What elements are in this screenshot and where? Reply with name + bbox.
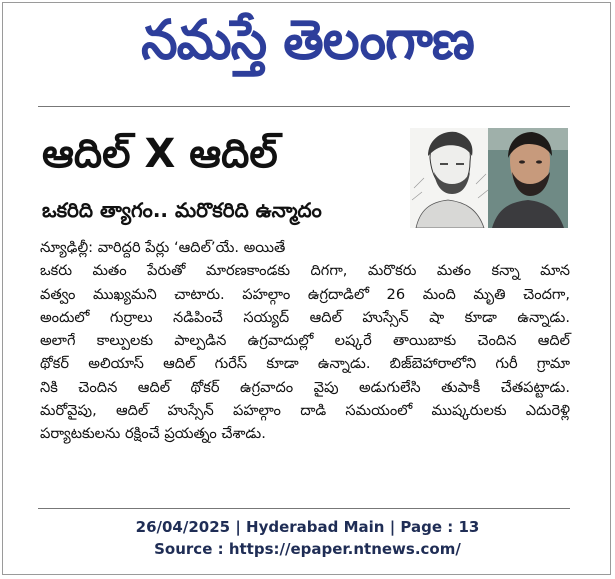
article-body-line: మరోవైపు, ఆదిల్ హుస్సేన్ పహల్గాం దాడి సమయంలో ముష్కరులకు ఎదురెళ్లి (40, 402, 570, 420)
article-subheadline: ఒకరిది త్యాగం.. మరొకరిది ఉన్మాదం (42, 198, 322, 222)
article-body-line: ఒకరు మతం పేరుతో మారణకాండకు దిగగా, మరొకరు మతం కన్నా మాన (40, 262, 570, 280)
article-body-line: థోకర్ అలియాస్ ఆదిల్ గురేస్ కూడా ఉన్నాడు. బిజ్‌బెహారాలోని గురీ గ్రామా (40, 355, 570, 373)
article-body-line: అందులో గుర్రాలు నడిపించే సయ్యద్ ఆదిల్ హుస్సేన్ షా కూడా ఉన్నాడు. (40, 308, 570, 326)
newspaper-masthead (0, 4, 615, 90)
masthead-title: నమస్తే తెలంగాణ (141, 8, 474, 72)
edition-info: 26/04/2025 | Hyderabad Main | Page : 13 (135, 518, 480, 536)
article-body (40, 236, 570, 446)
footer-divider (38, 508, 570, 509)
article-photo (410, 128, 568, 228)
sketch-portrait-image (410, 128, 488, 228)
source-link[interactable]: Source : https://epaper.ntnews.com/ (154, 540, 461, 558)
masthead-divider (38, 106, 570, 107)
article-headline: ఆదిల్ X ఆదిల్ (42, 131, 278, 177)
article-body-line: అలాగే కాల్పులకు పాల్పడిన ఉగ్రవాదుల్లో లష్కరే తాయిబాకు చెందిన ఆదిల్ (40, 332, 570, 350)
photo-portrait-image (488, 128, 568, 228)
article-body-line: న్యూఢిల్లీ: వారిద్దరి పేర్లు ‘ఆదిల్’యే. అయితే (40, 239, 286, 256)
article-body-line: పర్యాటకులను రక్షించే ప్రయత్నం చేశాడు. (40, 425, 266, 443)
article-body-line: నికి చెందిన ఆదిల్ థోకర్ ఉగ్రవాదం వైపు అడుగులేసి తుపాకీ చేతపట్టాడు. (40, 378, 570, 396)
article-body-line: వత్వం ముఖ్యమని చాటారు. పహల్గాం ఉగ్రదాడిలో 26 మంది మృతి చెందగా, (40, 285, 570, 303)
